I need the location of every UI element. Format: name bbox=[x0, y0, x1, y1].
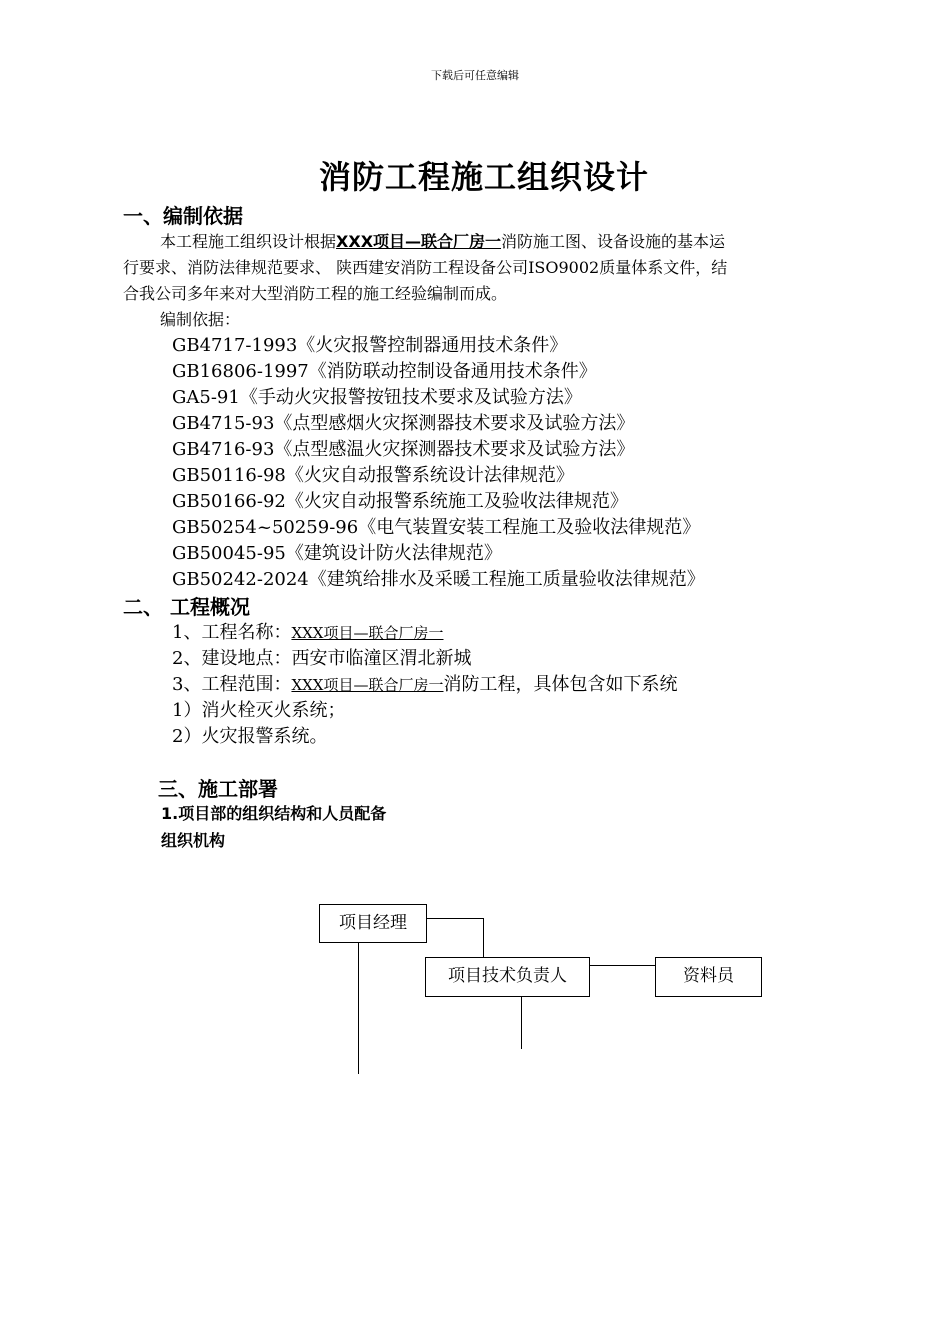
standard-item: GA5-91《手动火灾报警按钮技术要求及试验方法》 bbox=[172, 387, 582, 408]
standard-item: GB4717-1993《火灾报警控制器通用技术条件》 bbox=[172, 335, 568, 356]
org-box-project-manager bbox=[319, 904, 427, 943]
system-item-fire-alarm: 2）火灾报警系统。 bbox=[172, 726, 328, 747]
section2-heading: 二、 工程概况 bbox=[123, 595, 250, 619]
scope-label: 3、工程范围： bbox=[172, 674, 292, 695]
org-structure-label: 组织机构 bbox=[161, 831, 226, 850]
intro-line-3: 合我公司多年来对大型消防工程的施工经验编制而成。 bbox=[123, 284, 508, 303]
connector-line bbox=[483, 918, 484, 958]
connector-line bbox=[358, 942, 359, 1074]
intro-project-name: XXX项目—联合厂房一 bbox=[336, 232, 502, 251]
scope-project: XXX项目—联合厂房一 bbox=[291, 676, 444, 694]
connector-line bbox=[589, 965, 656, 966]
standard-item: GB50166-92《火灾自动报警系统施工及验收法律规范》 bbox=[172, 491, 628, 512]
system-item-hydrant: 1）消火栓灭火系统； bbox=[172, 700, 346, 721]
org-box-document-clerk bbox=[655, 957, 762, 997]
org-box-technical-lead bbox=[425, 957, 590, 997]
standard-item: GB50242-2024《建筑给排水及采暖工程施工质量验收法律规范》 bbox=[172, 569, 705, 590]
project-name-value: XXX项目—联合厂房一 bbox=[291, 624, 444, 642]
section3-subheading: 1.项目部的组织结构和人员配备 bbox=[161, 804, 387, 823]
project-manager-label: 项目经理 bbox=[339, 913, 407, 933]
header-note: 下载后可任意编辑 bbox=[431, 69, 519, 82]
intro-line-1 bbox=[160, 229, 725, 255]
overview-item-scope bbox=[172, 670, 678, 696]
connector-line bbox=[426, 918, 484, 919]
standard-item: GB4715-93《点型感烟火灾探测器技术要求及试验方法》 bbox=[172, 413, 635, 434]
intro-line1-post: 消防施工图、设备设施的基本运 bbox=[501, 232, 726, 251]
document-clerk-label: 资料员 bbox=[683, 966, 734, 986]
scope-post: 消防工程，具体包含如下系统 bbox=[443, 674, 678, 695]
section3-heading: 三、施工部署 bbox=[158, 777, 278, 801]
intro-line1-pre: 本工程施工组织设计根据 bbox=[160, 232, 337, 251]
intro-line-2: 行要求、消防法律规范要求、 陕西建安消防工程设备公司ISO9002质量体系文件，结 bbox=[123, 258, 728, 277]
technical-lead-label: 项目技术负责人 bbox=[448, 966, 567, 986]
overview-item-location: 2、建设地点：西安市临潼区渭北新城 bbox=[172, 648, 472, 669]
document-title: 消防工程施工组织设计 bbox=[318, 158, 649, 196]
overview-item-name bbox=[172, 618, 444, 644]
basis-label: 编制依据： bbox=[160, 310, 241, 329]
standard-item: GB50254~50259-96《电气装置安装工程施工及验收法律规范》 bbox=[172, 517, 701, 538]
connector-line bbox=[521, 996, 522, 1049]
project-name-label: 1、工程名称： bbox=[172, 622, 292, 643]
section1-heading: 一、编制依据 bbox=[123, 204, 243, 228]
standard-item: GB16806-1997《消防联动控制设备通用技术条件》 bbox=[172, 361, 597, 382]
standard-item: GB50116-98《火灾自动报警系统设计法律规范》 bbox=[172, 465, 574, 486]
standard-item: GB4716-93《点型感温火灾探测器技术要求及试验方法》 bbox=[172, 439, 635, 460]
standard-item: GB50045-95《建筑设计防火法律规范》 bbox=[172, 543, 502, 564]
